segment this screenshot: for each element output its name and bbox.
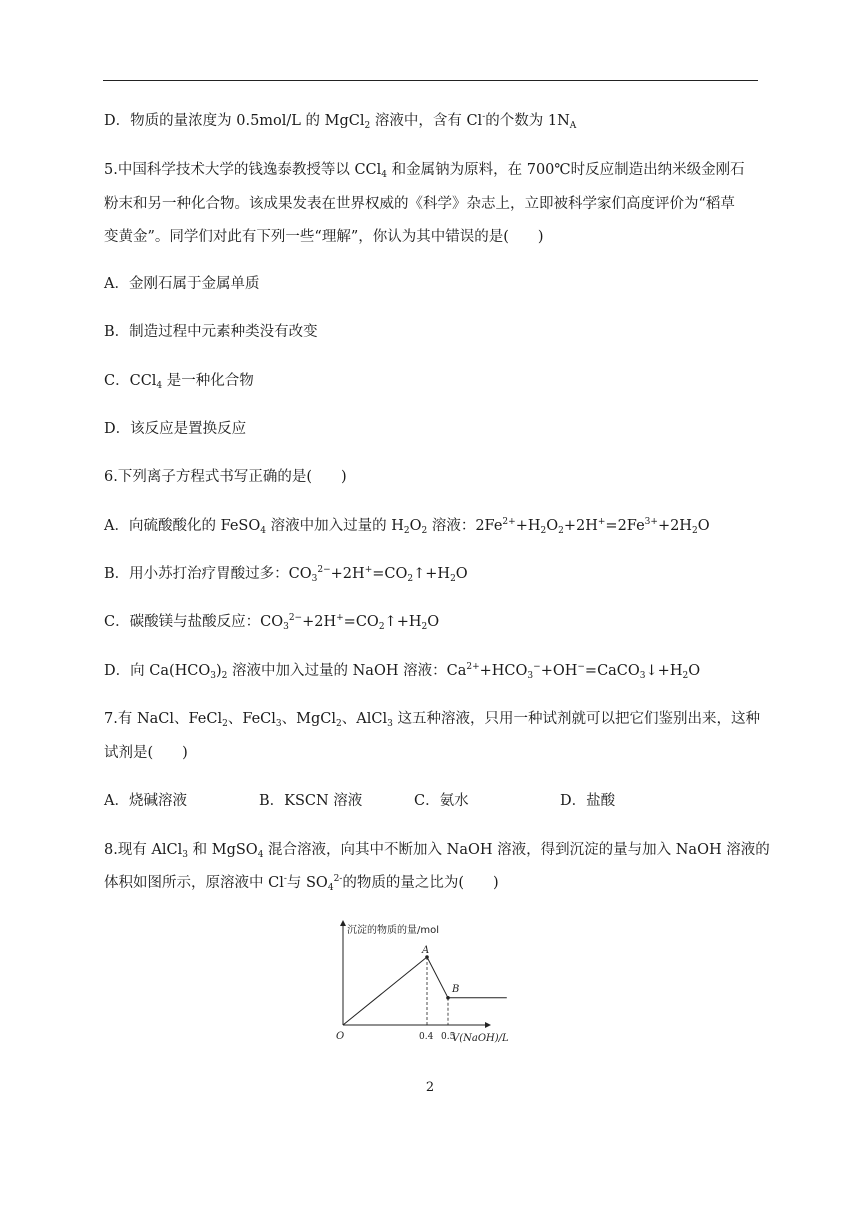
q6-stem: 6.下列离子方程式书写正确的是( ) xyxy=(104,469,347,485)
q5-stem-line2: 粉末和另一种化合物。该成果发表在世界权威的《科学》杂志上，立即被科学家们高度评价为“稻草 xyxy=(104,196,735,212)
origin-label: O xyxy=(336,1031,345,1042)
segment-o-a xyxy=(343,957,427,1025)
point-a-label: A xyxy=(422,945,430,956)
x-tick-label: 0.4 xyxy=(419,1032,434,1042)
q7-option-a: A．烧碱溶液 xyxy=(104,793,187,809)
q7-option-b: B．KSCN 溶液 xyxy=(259,793,363,809)
x-tick-label: 0.5 xyxy=(441,1032,456,1042)
q6-option-a: A．向硫酸酸化的 FeSO$_4$ 溶液中加入过量的 $H_2O_2$ 溶液：$2Fe^{2+}+H_2O_2+2H^+=2Fe^{3+}+2H_2O$ xyxy=(104,517,710,536)
q4-option-d: D．物质的量浓度为 0.5mol/L 的 MgCl$_2$ 溶液中，含有 Cl-的个数为 $1N_A$ xyxy=(104,112,577,131)
q8-stem-line2: 体积如图所示，原溶液中 Cl-与 $SO_4^{2-}$的物质的量之比为( ) xyxy=(104,874,499,893)
q8-stem-line1: 8.现有 AlCl$_3$ 和 MgSO$_4$ 混合溶液，向其中不断加入 NaOH 溶液，得到沉淀的量与加入 NaOH 溶液的 xyxy=(104,842,770,860)
q5-stem-line1: 5.中国科学技术大学的钱逸泰教授等以 CCl$_4$ 和金属钠为原料，在 700℃时反应制造出纳米级金刚石 xyxy=(104,162,745,180)
y-axis-label: 沉淀的物质的量/mol xyxy=(347,925,440,936)
point-b-label: B xyxy=(452,983,460,995)
page-number: 2 xyxy=(425,1080,435,1095)
q6-option-b: B．用小苏打治疗胃酸过多：$CO_3^{2-}+2H^+=CO_2↑+H_2O$ xyxy=(104,565,468,584)
q5-option-c: C．CCl$_4$ 是一种化合物 xyxy=(104,373,254,391)
q7-option-d: D．盐酸 xyxy=(560,793,616,809)
q7-stem-line2: 试剂是( ) xyxy=(104,745,188,761)
q5-option-d: D．该反应是置换反应 xyxy=(104,421,247,437)
q5-option-b: B．制造过程中元素种类没有改变 xyxy=(104,324,318,340)
q7-option-c: C．氨水 xyxy=(414,793,469,809)
header-rule xyxy=(103,80,758,81)
q7-stem-line1: 7.有 NaCl、FeCl$_2$、FeCl$_3$、MgCl$_2$、AlCl$_3$ 这五种溶液，只用一种试剂就可以把它们鉴别出来，这种 xyxy=(104,711,760,729)
point-b xyxy=(446,996,450,1000)
x-axis-label: V(NaOH)/L xyxy=(452,1033,509,1044)
q6-option-d: D．向 $Ca(HCO_3)_2$ 溶液中加入过量的 NaOH 溶液：$Ca^{2+}+HCO_3^-+OH^-=CaCO_3↓+H_2O$ xyxy=(104,662,701,681)
precipitate-chart xyxy=(326,915,509,1047)
q5-stem-line3: 变黄金”。同学们对此有下列一些“理解”，你认为其中错误的是( ) xyxy=(104,229,544,245)
q6-option-c: C．碳酸镁与盐酸反应：$CO_3^{2-}+2H^+=CO_2↑+H_2O$ xyxy=(104,613,440,632)
segment-a-b xyxy=(427,957,448,998)
q5-option-a: A．金刚石属于金属单质 xyxy=(104,276,260,292)
